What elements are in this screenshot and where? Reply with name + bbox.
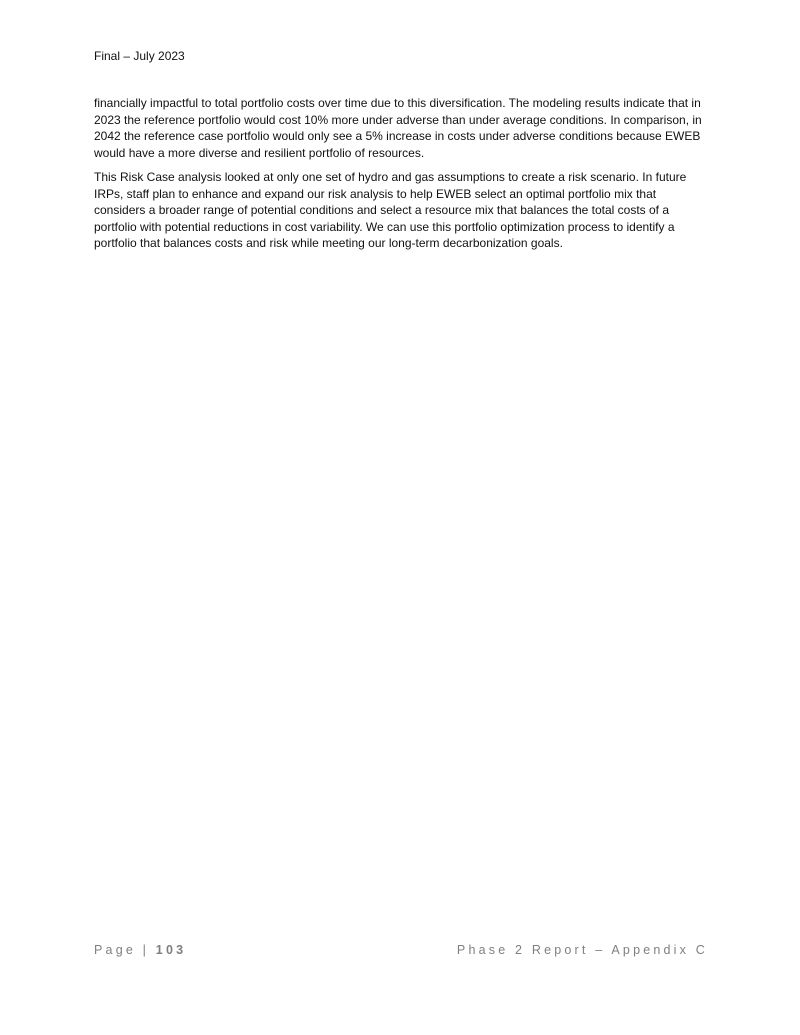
document-body (94, 95, 706, 260)
page-label: Page | (94, 943, 156, 957)
page-header: Final – July 2023 (94, 49, 185, 63)
body-paragraph: financially impactful to total portfolio costs over time due to this diversification. The modeling results indicate that in 2023 the reference portfolio would cost 10% more under adverse than under average conditions. In comparison, in 2042 the reference case portfolio would only see a 5% increase in costs under adverse conditions because EWEB would have a more diverse and resilient portfolio of resources. (94, 96, 702, 160)
report-title: Phase 2 Report – Appendix C (456, 943, 708, 957)
page-number-label (94, 943, 186, 957)
body-paragraph: This Risk Case analysis looked at only one set of hydro and gas assumptions to create a risk scenario. In future IRPs, staff plan to enhance and expand our risk analysis to help EWEB select an optimal portfolio mix that considers a broader range of potential conditions and select a resource mix that balances the total costs of a portfolio with potential reductions in cost variability. We can use this portfolio optimization process to identify a portfolio that balances costs and risk while meeting our long-term decarbonization goals. (94, 170, 687, 250)
page-number: 103 (155, 943, 187, 957)
page-footer (94, 943, 706, 961)
